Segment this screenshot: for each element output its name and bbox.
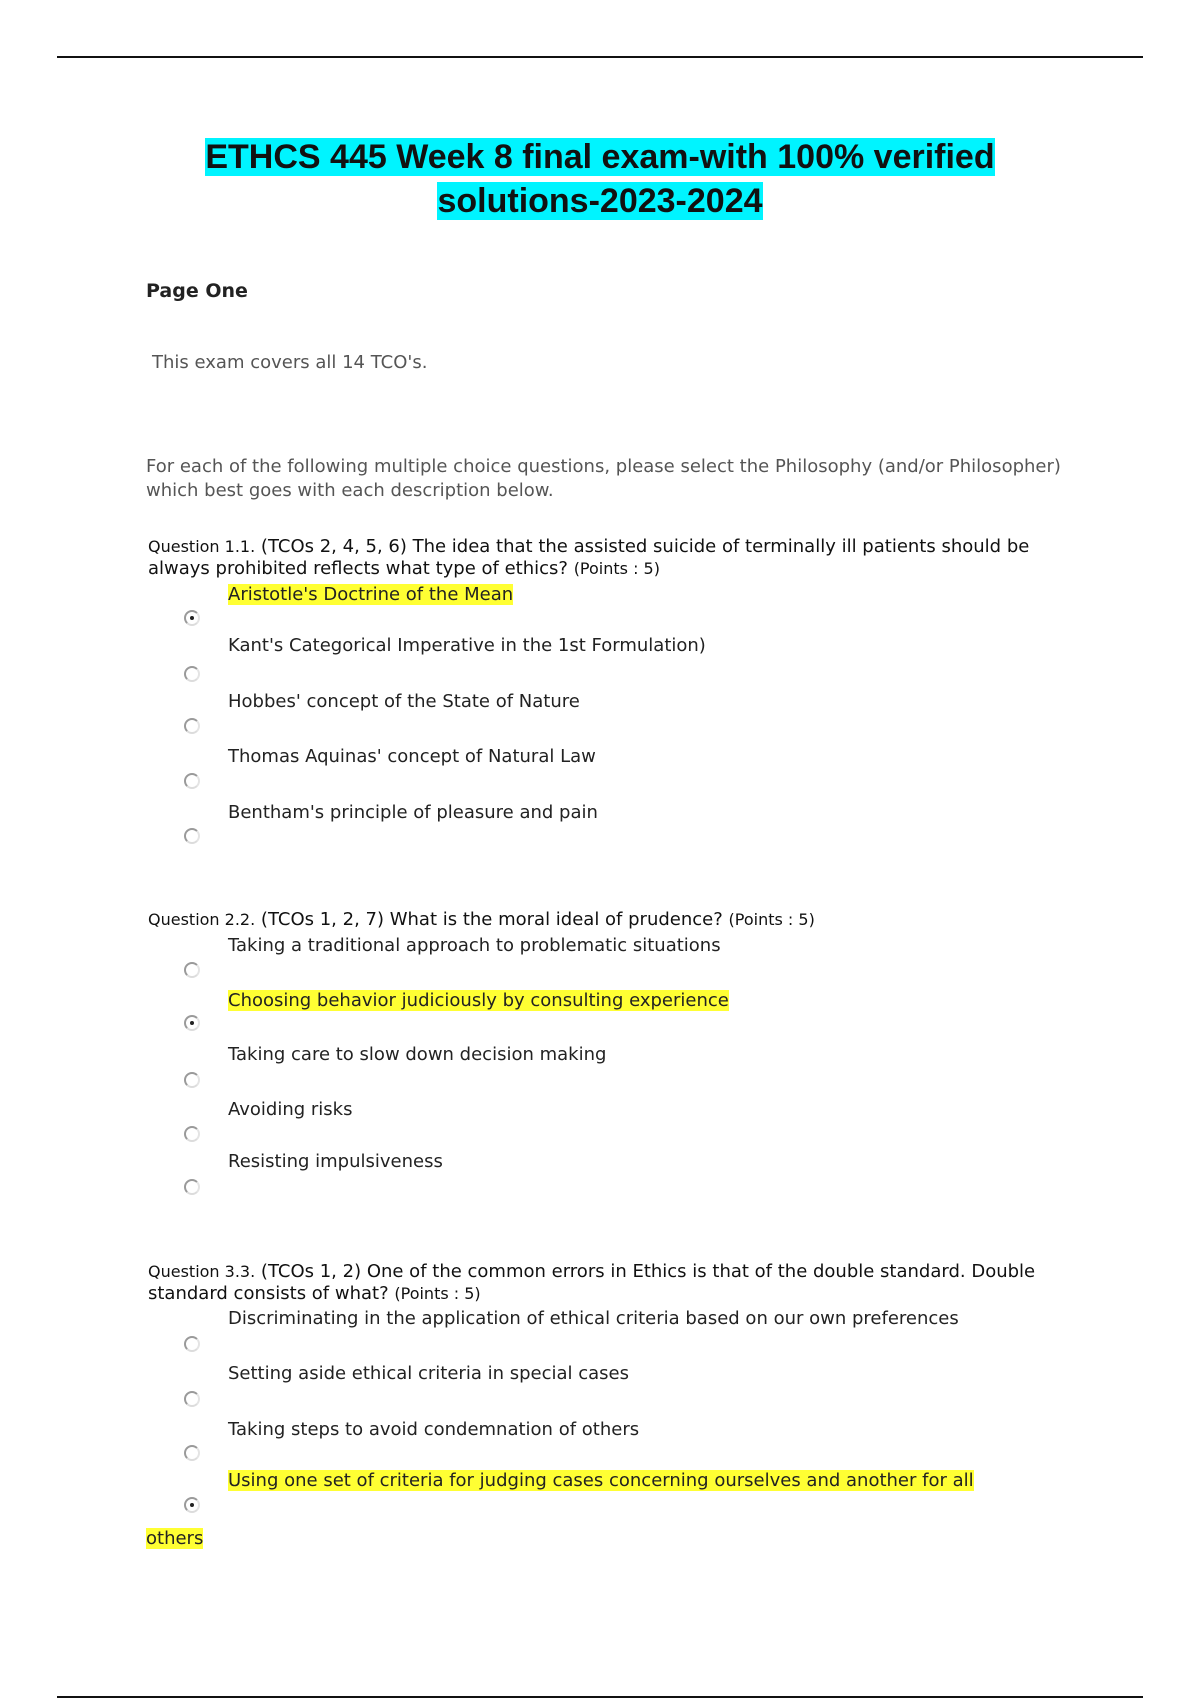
option-label: Taking a traditional approach to problematic situations [228, 935, 721, 956]
radio-option-2-1[interactable] [184, 962, 200, 978]
radio-option-1-3[interactable] [184, 718, 200, 734]
title-line-1: ETHCS 445 Week 8 final exam-with 100% verified [205, 138, 995, 176]
option-label: Resisting impulsiveness [228, 1151, 443, 1172]
radio-option-2-5[interactable] [184, 1179, 200, 1195]
radio-option-3-2[interactable] [184, 1391, 200, 1407]
question-points: (Points : 5) [573, 559, 660, 578]
option-label: Aristotle's Doctrine of the Mean [228, 584, 514, 605]
option-label: Using one set of criteria for judging cases concerning ourselves and another for all [228, 1470, 974, 1491]
covers-note: This exam covers all 14 TCO's. [152, 352, 428, 373]
question-number: Question 1.1. [148, 537, 256, 556]
question-number: Question 2.2. [148, 910, 256, 929]
option-label: Setting aside ethical criteria in special cases [228, 1363, 629, 1384]
option-label: Bentham's principle of pleasure and pain [228, 802, 598, 823]
option-label: Discriminating in the application of ethical criteria based on our own preferences [228, 1308, 959, 1329]
option-label: Taking care to slow down decision making [228, 1044, 607, 1065]
question-text: (TCOs 2, 4, 5, 6) The idea that the assisted suicide of terminally ill patients should be always prohibited reflects what type of ethics? [148, 536, 1030, 579]
document-title [0, 135, 1200, 223]
radio-option-3-4[interactable] [184, 1497, 200, 1513]
question-2 [148, 909, 1078, 931]
radio-option-2-2[interactable] [184, 1015, 200, 1031]
question-text: (TCOs 1, 2) One of the common errors in Ethics is that of the double standard. Double standard consists of what? [148, 1261, 1036, 1304]
radio-option-1-4[interactable] [184, 773, 200, 789]
option-label: Thomas Aquinas' concept of Natural Law [228, 746, 596, 767]
question-1 [148, 536, 1078, 580]
radio-option-2-3[interactable] [184, 1072, 200, 1088]
question-points: (Points : 5) [394, 1284, 481, 1303]
radio-option-2-4[interactable] [184, 1126, 200, 1142]
section-heading: Page One [146, 280, 248, 302]
question-points: (Points : 5) [728, 910, 815, 929]
bottom-rule [57, 1696, 1143, 1698]
option-label: Kant's Categorical Imperative in the 1st Formulation) [228, 635, 706, 656]
option-label: Choosing behavior judiciously by consulting experience [228, 990, 729, 1011]
question-3 [148, 1261, 1078, 1305]
question-text: (TCOs 1, 2, 7) What is the moral ideal of prudence? [260, 909, 723, 930]
radio-option-1-2[interactable] [184, 666, 200, 682]
instructions: For each of the following multiple choice questions, please select the Philosophy (and/or Philosopher) which best goes with each description below. [146, 456, 1061, 501]
option-label: Avoiding risks [228, 1099, 353, 1120]
radio-option-3-1[interactable] [184, 1336, 200, 1352]
option-label: Hobbes' concept of the State of Nature [228, 691, 580, 712]
option-label: Taking steps to avoid condemnation of others [228, 1419, 640, 1440]
option-label-continued: others [146, 1528, 204, 1549]
radio-option-1-1[interactable] [184, 610, 200, 626]
radio-option-3-3[interactable] [184, 1445, 200, 1461]
title-line-2: solutions-2023-2024 [437, 182, 763, 220]
top-rule [57, 56, 1143, 58]
question-number: Question 3.3. [148, 1262, 256, 1281]
radio-option-1-5[interactable] [184, 828, 200, 844]
